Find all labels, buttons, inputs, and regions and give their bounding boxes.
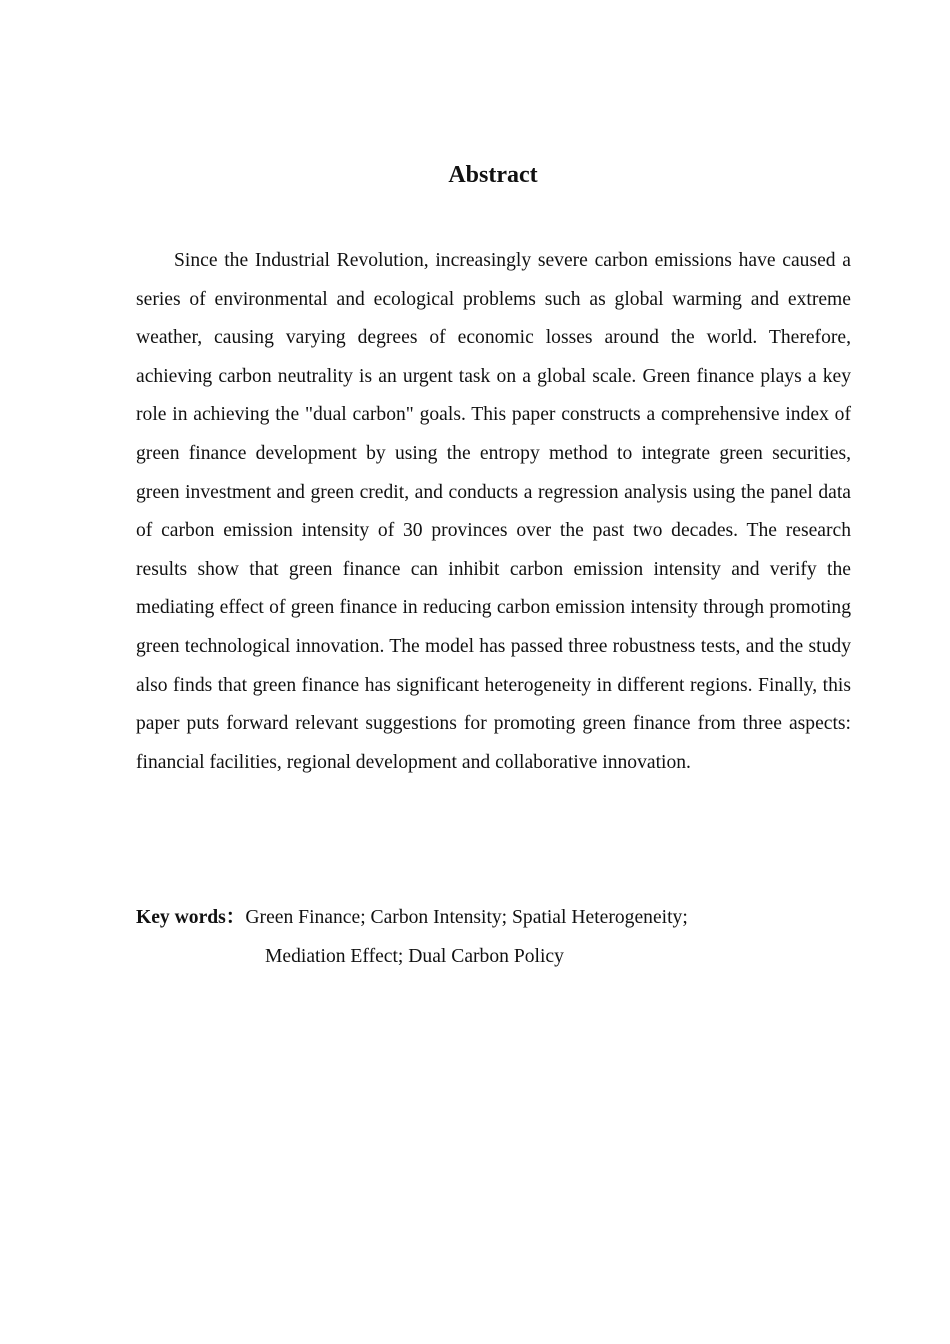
- keywords-list-2: Mediation Effect; Dual Carbon Policy: [265, 945, 564, 967]
- keywords-section: [136, 899, 851, 976]
- keywords-line-1: [136, 899, 851, 938]
- keywords-line-2: [136, 938, 851, 977]
- abstract-body: Since the Industrial Revolution, increasingly severe carbon emissions have caused a series of environmental and ecological problems such as global warming and extreme weather, causing varying degrees of economic losses around the world. Therefore, achieving carbon neutrality is an urgent task on a global scale. Green finance plays a key role in achieving the "dual carbon" goals. This paper constructs a comprehensive index of green finance development by using the entropy method to integrate green securities, green investment and green credit, and conducts a regression analysis using the panel data of carbon emission intensity of 30 provinces over the past two decades. The research results show that green finance can inhibit carbon emission intensity and verify the mediating effect of green finance in reducing carbon emission intensity through promoting green technological innovation. The model has passed three robustness tests, and the study also finds that green finance has significant heterogeneity in different regions. Finally, this paper puts forward relevant suggestions for promoting green finance from three aspects: financial facilities, regional development and collaborative innovation.: [136, 250, 851, 773]
- keywords-label: Key words：: [136, 907, 246, 928]
- keywords-list-1: Green Finance; Carbon Intensity; Spatial Heterogeneity;: [245, 907, 688, 928]
- abstract-title: Abstract: [448, 162, 538, 188]
